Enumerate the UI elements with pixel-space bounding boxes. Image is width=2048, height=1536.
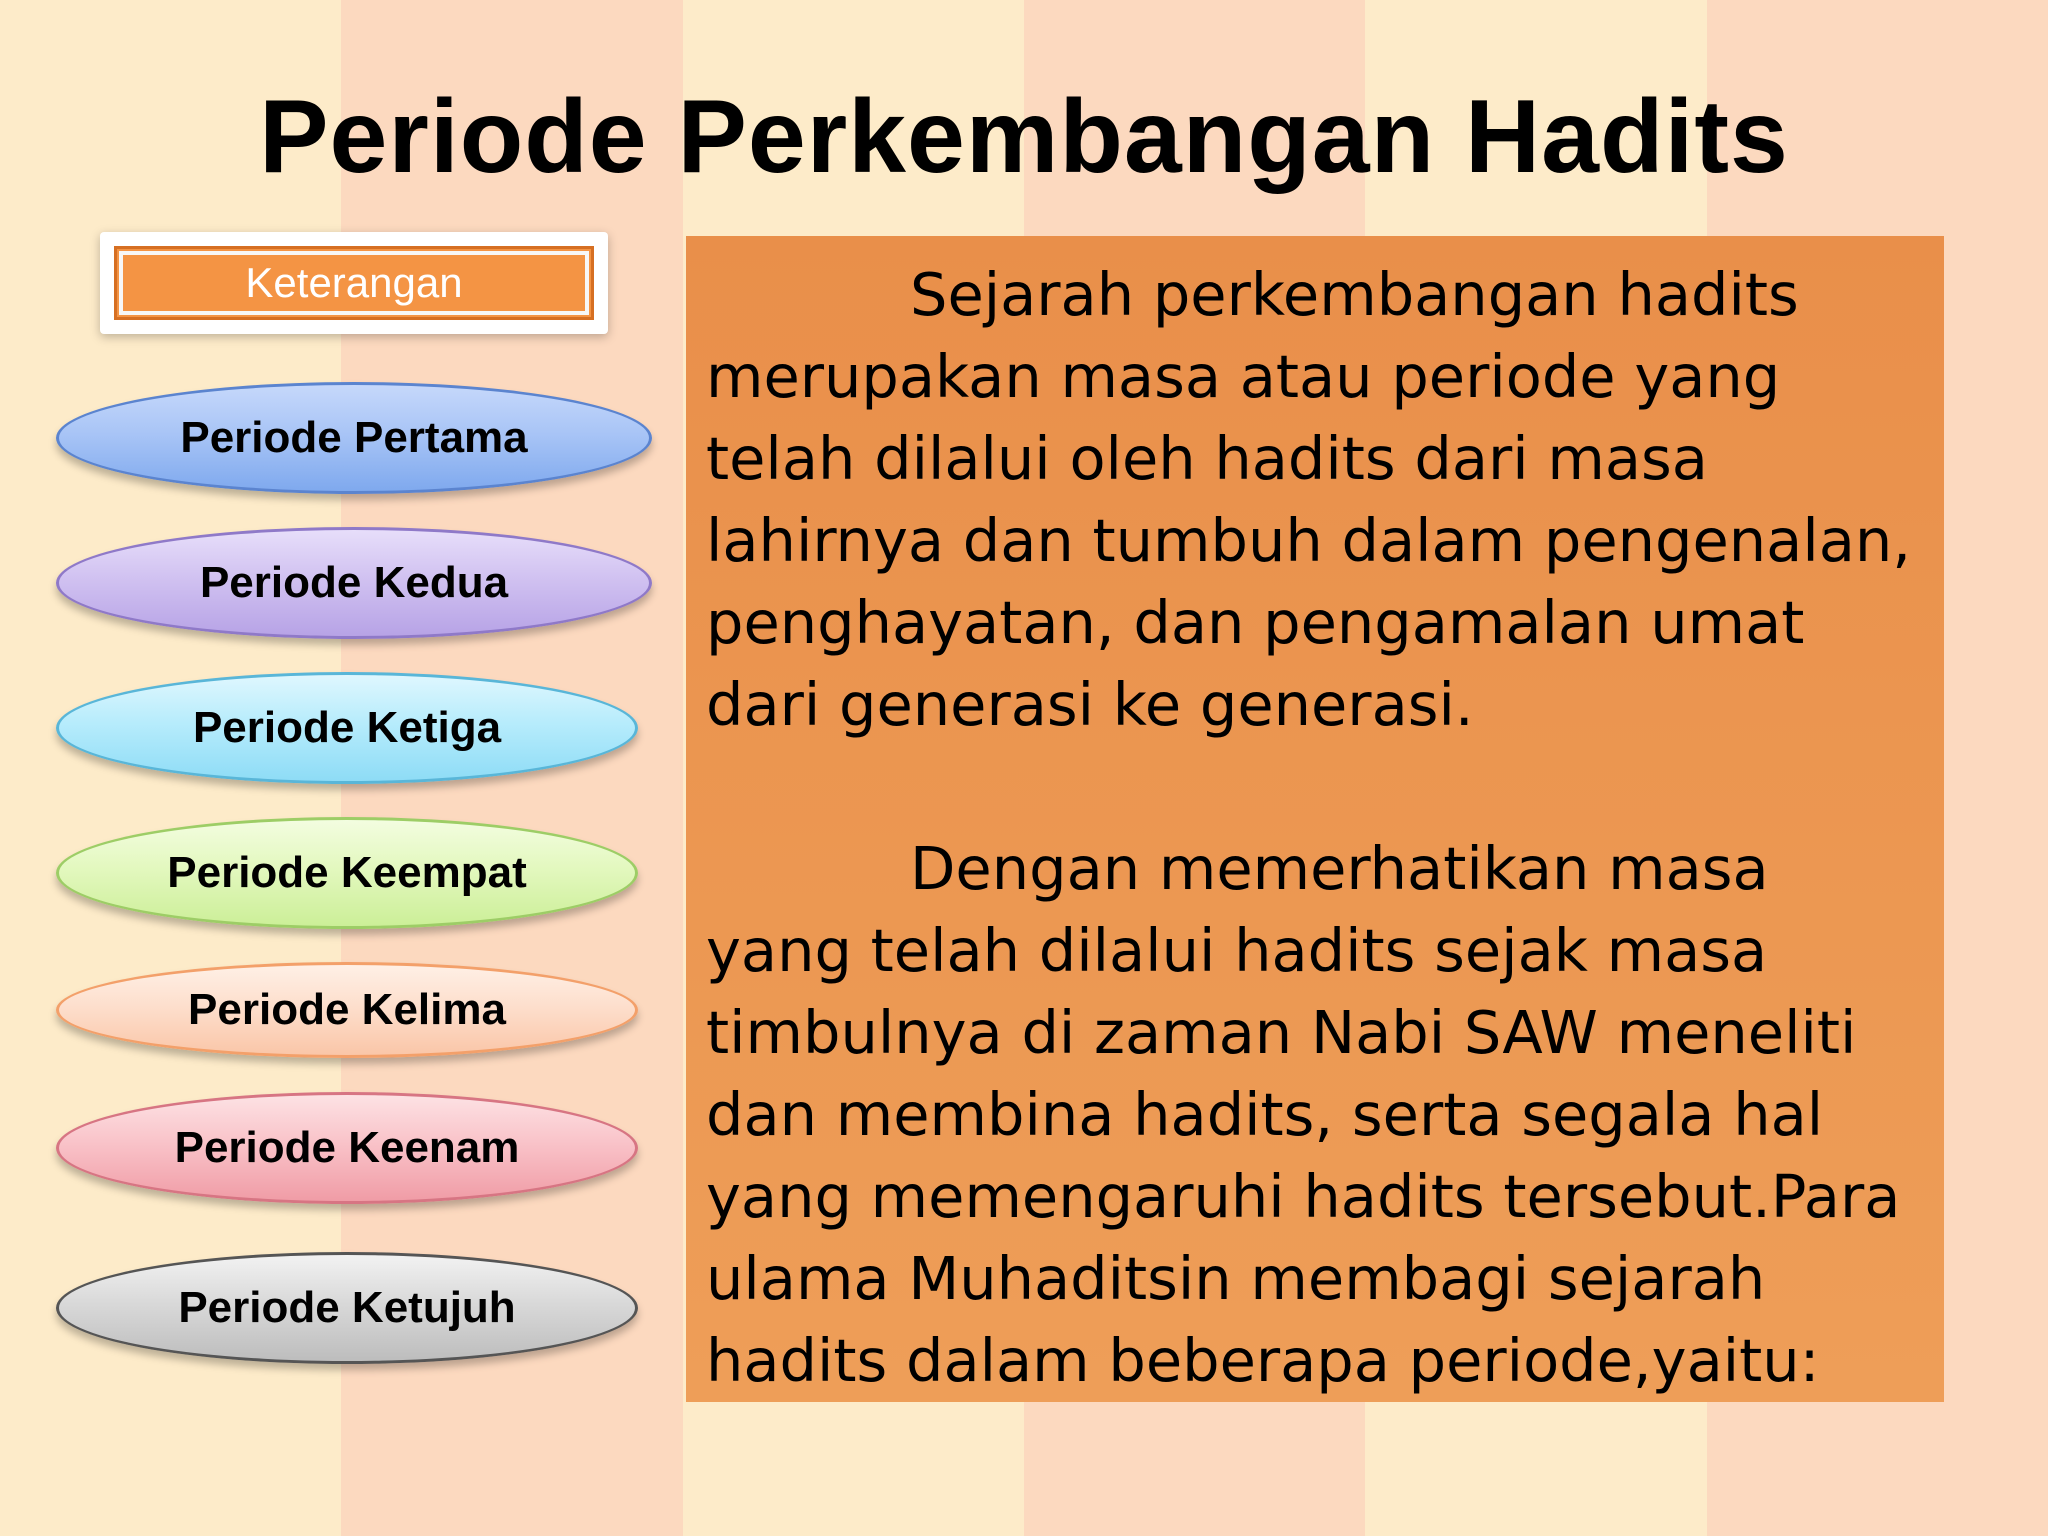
period-6-button[interactable]	[56, 1092, 638, 1204]
period-2-button[interactable]	[56, 527, 652, 639]
period-1-label: Periode Pertama	[180, 413, 528, 462]
period-3-button[interactable]	[56, 672, 638, 784]
keterangan-button-label: Keterangan	[245, 259, 463, 306]
paragraph-1-text: Sejarah perkembangan hadits merupakan masa atau periode yang telah dilalui oleh hadits dari masa lahirnya dan tumbuh dalam pengenalan, penghayatan, dan pengamalan umat dari generasi ke generasi.	[706, 260, 1912, 739]
period-7-label: Periode Ketujuh	[178, 1283, 516, 1332]
keterangan-button[interactable]	[100, 232, 608, 334]
paragraph-2-text: Dengan memerhatikan masa yang telah dilalui hadits sejak masa timbulnya di zaman Nabi SAW meneliti dan membina hadits, serta segala hal yang memengaruhi hadits tersebut.Para ulama Muhaditsin membagi sejarah hadits dalam beberapa periode,yaitu:	[706, 834, 1901, 1395]
description-panel	[686, 236, 1944, 1402]
keterangan-button-face[interactable]	[114, 246, 594, 320]
period-2-label: Periode Kedua	[199, 558, 509, 607]
period-3-label: Periode Ketiga	[192, 703, 502, 752]
paragraph-1	[706, 254, 1920, 746]
period-5-label: Periode Kelima	[188, 985, 506, 1034]
period-1-button[interactable]	[56, 382, 652, 494]
period-4-button[interactable]	[56, 817, 638, 929]
period-4-label: Periode Keempat	[167, 848, 527, 897]
slide-title: Periode Perkembangan Hadits	[259, 79, 1789, 195]
period-6-label: Periode Keenam	[174, 1123, 520, 1172]
period-7-button[interactable]	[56, 1252, 638, 1364]
paragraph-2	[706, 828, 1920, 1402]
period-5-button[interactable]	[56, 962, 638, 1058]
